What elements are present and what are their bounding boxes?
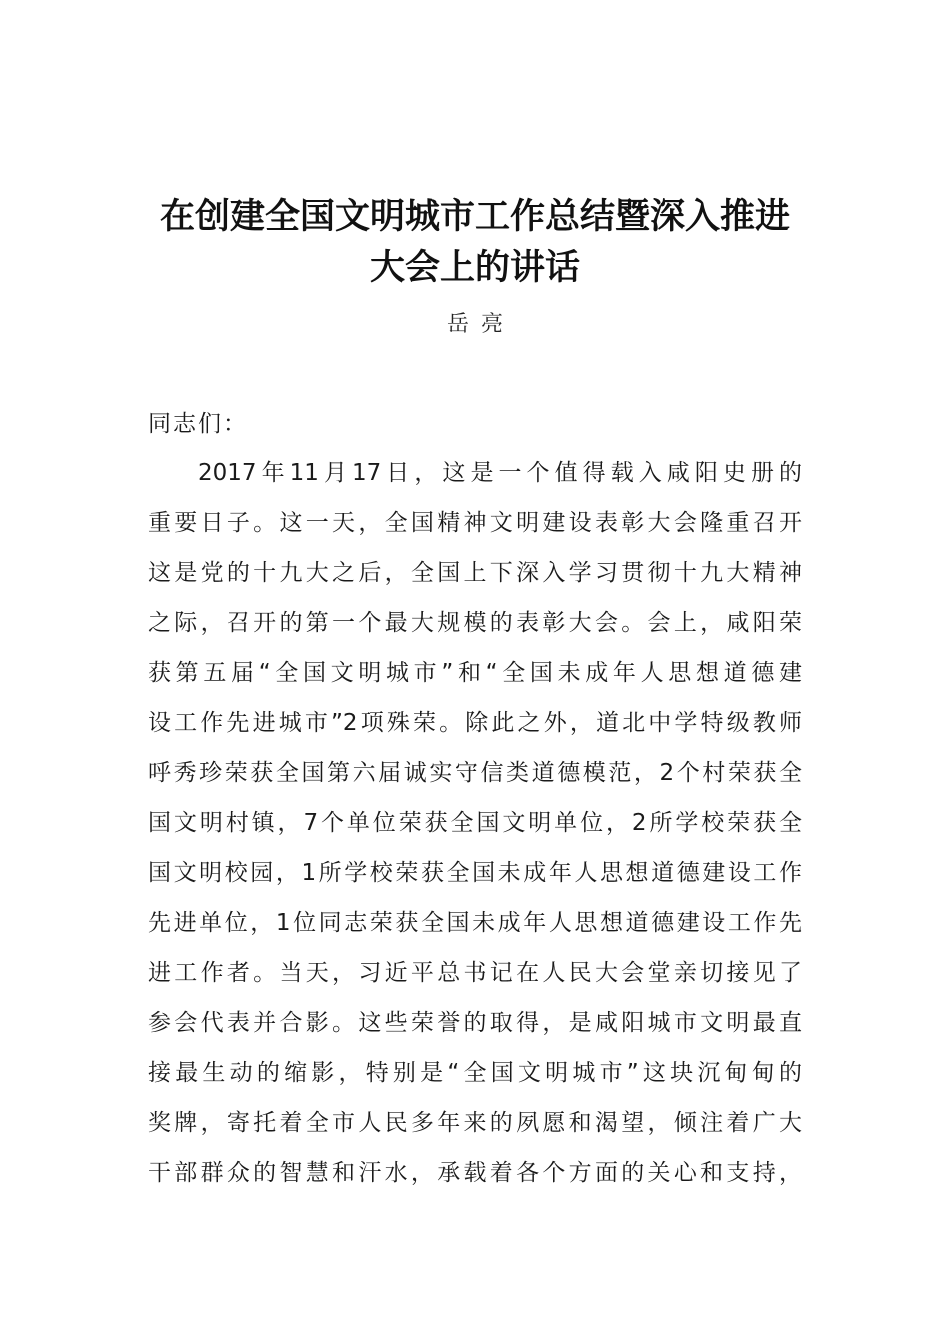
title-line-1: 在创建全国文明城市工作总结暨深入推进 xyxy=(159,196,790,237)
paragraph-line: 干部群众的智慧和汗水，承载着各个方面的关心和支持， xyxy=(148,1160,802,1186)
author-name: 岳亮 xyxy=(446,312,515,337)
paragraph-line: 重要日子。这一天，全国精神文明建设表彰大会隆重召开 xyxy=(148,510,802,536)
salutation: 同志们： xyxy=(148,411,248,437)
paragraph-line: 接最生动的缩影，特别是“全国文明城市”这块沉甸甸的 xyxy=(148,1060,802,1086)
paragraph-line: 2017年11月17日，这是一个值得载入咸阳史册的 xyxy=(198,460,802,486)
title-line-2: 大会上的讲话 xyxy=(369,247,580,288)
paragraph-line: 这是党的十九大之后，全国上下深入学习贯彻十九大精神 xyxy=(148,560,802,586)
paragraph-line: 国文明村镇，7个单位荣获全国文明单位，2所学校荣获全 xyxy=(148,810,802,836)
paragraph-line: 进工作者。当天，习近平总书记在人民大会堂亲切接见了 xyxy=(148,960,802,986)
paragraph-line: 呼秀珍荣获全国第六届诚实守信类道德模范，2个村荣获全 xyxy=(148,760,802,786)
paragraph-line: 奖牌，寄托着全市人民多年来的夙愿和渴望，倾注着广大 xyxy=(148,1110,802,1136)
paragraph-line: 获第五届“全国文明城市”和“全国未成年人思想道德建 xyxy=(148,660,802,686)
paragraph-line: 设工作先进城市”2项殊荣。除此之外，道北中学特级教师 xyxy=(148,710,802,736)
paragraph-line: 之际，召开的第一个最大规模的表彰大会。会上，咸阳荣 xyxy=(148,610,802,636)
paragraph-line: 先进单位，1位同志荣获全国未成年人思想道德建设工作先 xyxy=(148,910,802,936)
paragraph-line: 国文明校园，1所学校荣获全国未成年人思想道德建设工作 xyxy=(148,860,802,886)
paragraph-line: 参会代表并合影。这些荣誉的取得，是咸阳城市文明最直 xyxy=(148,1010,802,1036)
